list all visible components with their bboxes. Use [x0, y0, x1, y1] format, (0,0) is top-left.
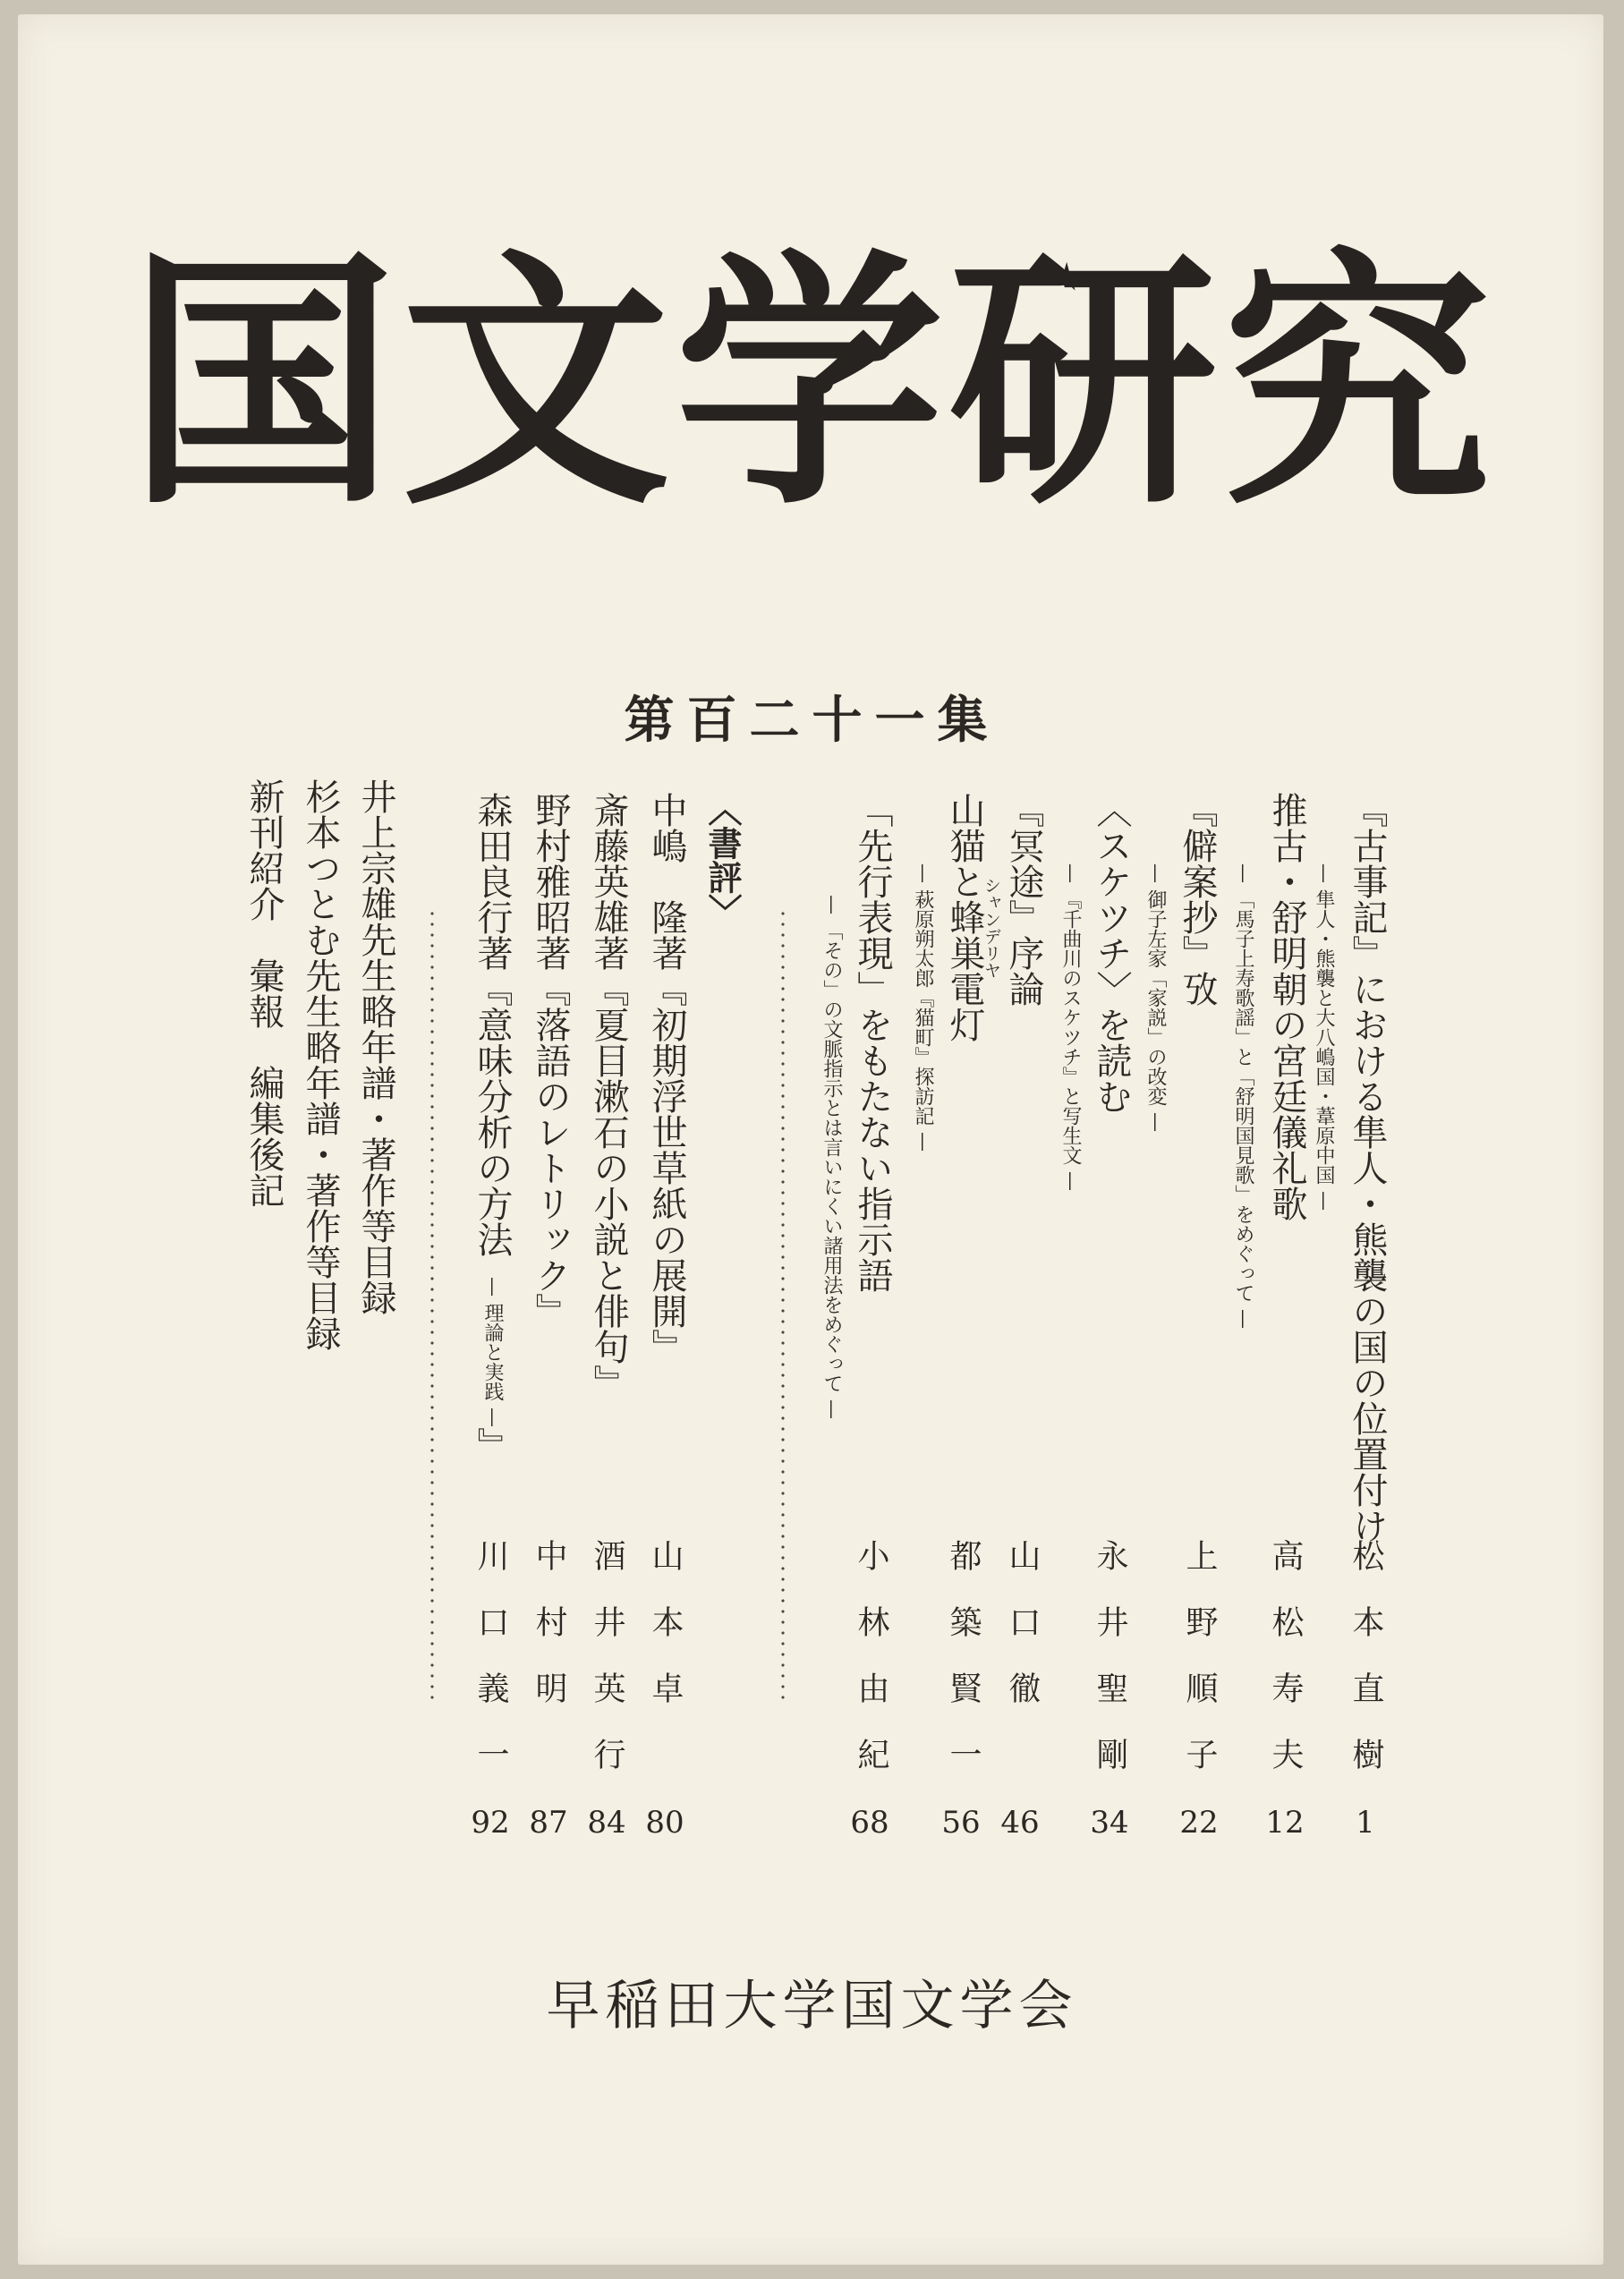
page-number: 46	[1000, 1805, 1040, 1841]
divider	[426, 908, 438, 1700]
article-author: 都築賢一	[945, 1539, 982, 1804]
review-title: 野村雅昭著『落語のレトリック』	[530, 792, 571, 1329]
article-author: 小林由紀	[853, 1539, 889, 1804]
reviews-heading: 〈書評〉	[702, 792, 743, 928]
article-title: 推古・舒明朝の宮廷儀礼歌	[1266, 792, 1307, 1221]
article-subtitle: — 「馬子上寿歌謡」と「舒明国見歌」をめぐって —	[1232, 863, 1254, 1329]
article-subtitle: — 御子左家「家説」の改変 —	[1144, 863, 1167, 1132]
review-author: 川口義一	[472, 1539, 509, 1804]
article-author: 松本直樹	[1348, 1539, 1384, 1804]
article-subtitle: — 隼人・熊襲と大八嶋国・葦原中国 —	[1313, 863, 1335, 1211]
page-number: 12	[1265, 1805, 1305, 1841]
other-entry: 杉本つとむ先生略年譜・著作等目録	[300, 778, 341, 1351]
article-title: 山猫と蜂巣電灯	[944, 792, 985, 1042]
page-number: 22	[1179, 1805, 1219, 1841]
other-entry: 井上宗雄先生略年譜・著作等目録	[355, 778, 396, 1315]
publisher: 早稲田大学国文学会	[546, 1975, 1078, 2037]
page-number: 80	[645, 1805, 684, 1841]
article-author: 高松寿夫	[1267, 1539, 1304, 1804]
article-title: 「先行表現」をもたない指示語	[852, 792, 893, 1293]
review-title: 中嶋 隆著『初期浮世草紙の展開』	[646, 792, 687, 1365]
page-number: 92	[471, 1805, 510, 1841]
page-number: 56	[941, 1805, 981, 1841]
page-number: 1	[1356, 1805, 1375, 1841]
journal-title: 国文学研究	[127, 228, 1497, 540]
review-author: 中村明	[531, 1539, 567, 1738]
article-title: 『僻案抄』攷	[1177, 792, 1218, 1007]
article-author: 上野順子	[1181, 1539, 1218, 1804]
review-author: 山本卓	[647, 1539, 684, 1738]
page-number: 84	[587, 1805, 626, 1841]
page-number: 68	[850, 1805, 889, 1841]
review-title: 斎藤英雄著『夏目漱石の小説と俳句』	[588, 792, 629, 1400]
issue-number: 第百二十一集	[624, 692, 1000, 750]
article-title: 『古事記』における隼人・熊襲の国の位置付け	[1347, 792, 1388, 1543]
article-title: 『冥途』序論	[1003, 792, 1044, 1007]
divider	[777, 908, 789, 1700]
article-ruby: シャンデリヤ	[982, 877, 1001, 979]
other-entry: 新刊紹介 彙報 編集後記	[243, 778, 285, 1208]
article-author: 山口徹	[1004, 1539, 1041, 1738]
article-subtitle: — 「その」の文脈指示とは言いにくい諸用法をめぐって —	[821, 895, 843, 1419]
review-title: 森田良行著『意味分析の方法 — 理論と実践 —』	[472, 792, 513, 1463]
article-author: 永井聖剛	[1092, 1539, 1128, 1804]
page-number: 87	[529, 1805, 568, 1841]
article-title: 〈スケツチ〉を読む	[1091, 792, 1132, 1114]
article-subtitle: — 『千曲川のスケツチ』と写生文 —	[1059, 863, 1082, 1191]
page-number: 34	[1090, 1805, 1129, 1841]
article-subtitle: — 萩原朔太郎『猫町』探訪記 —	[912, 863, 934, 1152]
review-author: 酒井英行	[589, 1539, 625, 1804]
